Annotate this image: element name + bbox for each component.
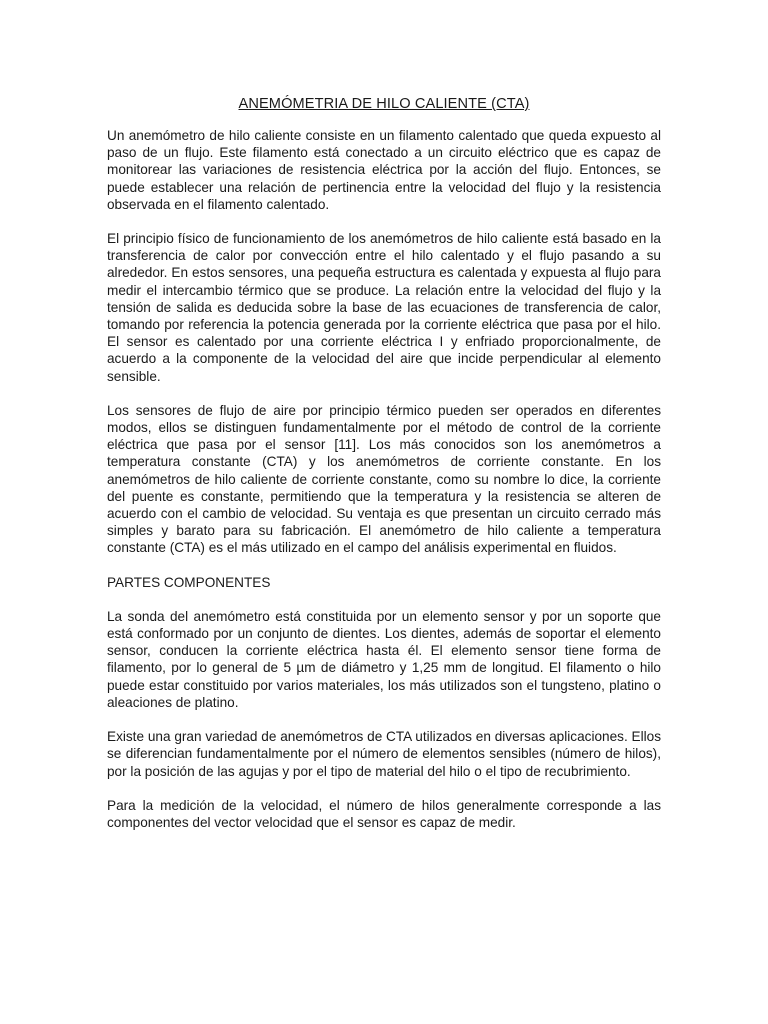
paragraph-operating-modes: Los sensores de flujo de aire por principio térmico pueden ser operados en diferentes modos, ellos se distinguen fundamentalmente por el método de control de la corriente eléctrica que pasa por el sensor [11]. Los más conocidos son los anemómetros a temperatura constante (CTA) y los anemómetros de corriente constante. En los anemómetros de hilo caliente de corriente constante, como su nombre lo dice, la corriente del puente es constante, permitiendo que la temperatura y la resistencia se alteren de acuerdo con el cambio de velocidad. Su ventaja es que presentan un circuito cerrado más simples y barato para su fabricación. El anemómetro de hilo caliente a temperatura constante (CTA) es el más utilizado en el campo del análisis experimental en fluidos. bbox=[107, 402, 661, 556]
document-title: ANEMÓMETRIA DE HILO CALIENTE (CTA) bbox=[238, 96, 530, 112]
paragraph-variety: Existe una gran variedad de anemómetros de CTA utilizados en diversas aplicaciones. Ellos se diferencian fundamentalmente por el número de elementos sensibles (número de hilos), por la posición de las agujas y por el tipo de material del hilo o el tipo de recubrimiento. bbox=[107, 729, 661, 779]
paragraph-principle: El principio físico de funcionamiento de los anemómetros de hilo caliente está basado en la transferencia de calor por convección entre el hilo calentado y el flujo pasando a su alrededor. En estos sensores, una pequeña estructura es calentada y expuesta al flujo para medir el intercambio térmico que se produce. La relación entre la velocidad del flujo y la tensión de salida es deducida sobre la base de las ecuaciones de transferencia de calor, tomando por referencia la potencia generada por la corriente eléctrica que pasa por el hilo. El sensor es calentado por una corriente eléctrica I y enfriado proporcionalmente, de acuerdo a la componente de la velocidad del aire que incide perpendicular al elemento sensible. bbox=[107, 231, 661, 384]
paragraph-probe: La sonda del anemómetro está constituida por un elemento sensor y por un soporte que está conformado por un conjunto de dientes. Los dientes, además de soportar el elemento sensor, conducen la corriente eléctrica hasta él. El elemento sensor tiene forma de filamento, por lo general de 5 µm de diámetro y 1,25 mm de longitud. El filamento o hilo puede estar constituido por varios materiales, los más utilizados son el tungsteno, platino o aleaciones de platino. bbox=[107, 608, 661, 710]
paragraph-velocity: Para la medición de la velocidad, el número de hilos generalmente corresponde a las componentes del vector velocidad que el sensor es capaz de medir. bbox=[107, 797, 661, 830]
paragraph-definition: Un anemómetro de hilo caliente consiste en un filamento calentado que queda expuesto al paso de un flujo. Este filamento está conectado a un circuito eléctrico que es capaz de monitorear las variaciones de resistencia eléctrica por la acción del flujo. Entonces, se puede establecer una relación de pertinencia entre la velocidad del flujo y la resistencia observada en el filamento calentado. bbox=[107, 128, 661, 212]
document-body bbox=[107, 95, 661, 848]
section-heading: PARTES COMPONENTES bbox=[107, 574, 271, 590]
